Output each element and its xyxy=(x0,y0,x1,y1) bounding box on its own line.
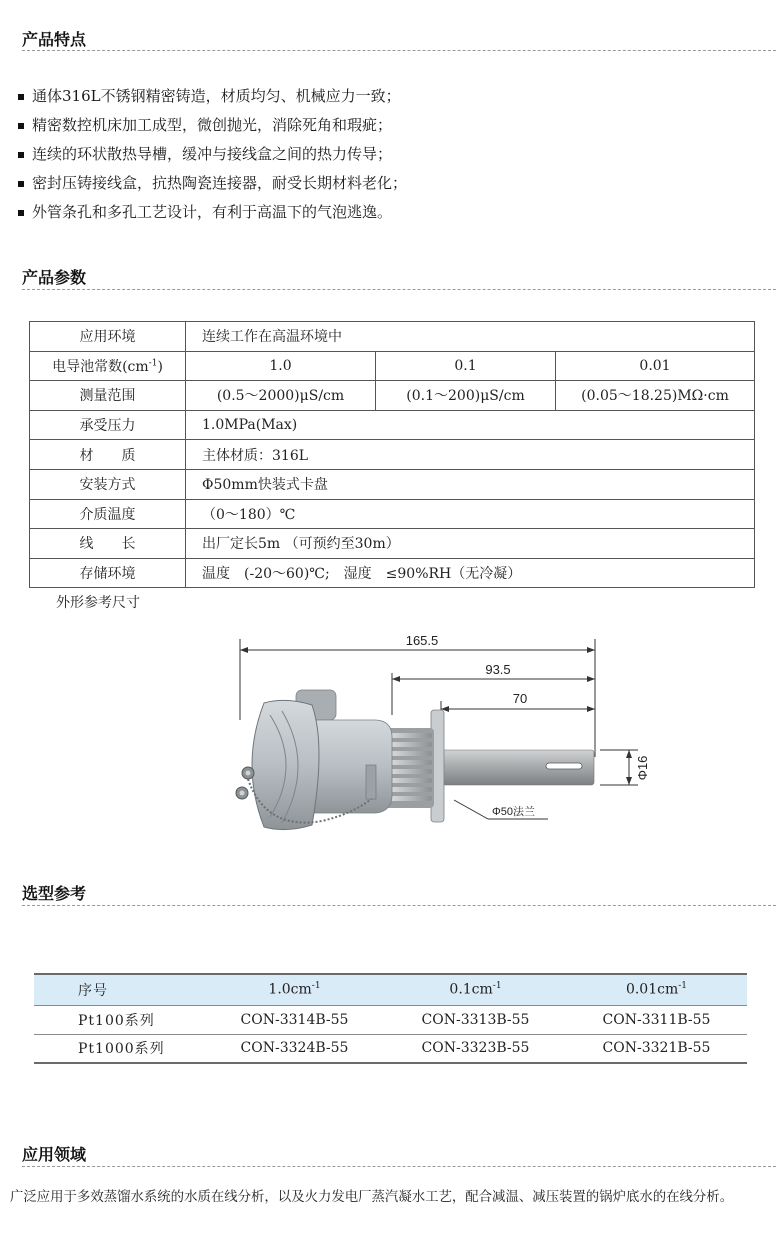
params-row xyxy=(30,381,755,411)
feature-item: 通体316L不锈钢精密铸造，材质均匀、机械应力一致； xyxy=(18,82,758,111)
param-value: 0.1 xyxy=(376,351,556,381)
dim-total-label: 165.5 xyxy=(405,633,439,648)
dim-mid-label: 93.5 xyxy=(485,662,511,677)
application-section-title: 应用领域 xyxy=(22,1145,87,1164)
models-header-cell: $0.1cm^{-1}$ xyxy=(385,974,566,1005)
table-row xyxy=(34,1034,747,1063)
feature-item: 密封压铸接线盒，抗热陶瓷连接器，耐受长期材料老化； xyxy=(18,169,758,198)
param-label: 应用环境 xyxy=(30,322,186,352)
section-divider xyxy=(22,289,776,290)
model-code: CON-3323B-55 xyxy=(385,1034,566,1063)
feature-item: 连续的环状散热导槽，缓冲与接线盒之间的热力传导； xyxy=(18,140,758,169)
models-header-label: 序号 xyxy=(34,974,204,1005)
params-row xyxy=(30,410,755,440)
param-value: Φ50mm快装式卡盘 xyxy=(186,469,755,499)
model-code: CON-3311B-55 xyxy=(566,1005,747,1034)
models-header-row xyxy=(34,974,747,1005)
dim-dia-label: Φ16 xyxy=(635,755,650,781)
param-label: 电导池常数$(cm^{-1})$ xyxy=(30,351,186,381)
param-value: (0.05～18.25)MΩ·cm xyxy=(556,381,755,411)
section-divider xyxy=(22,905,776,906)
params-row xyxy=(30,440,755,470)
features-section-title: 产品特点 xyxy=(22,30,87,49)
drawing-caption: 外形参考尺寸 xyxy=(56,595,140,611)
param-label: 承受压力 xyxy=(30,410,186,440)
param-label: 存储环境 xyxy=(30,558,186,588)
model-code: CON-3324B-55 xyxy=(204,1034,385,1063)
params-table xyxy=(29,321,755,588)
param-label: 安装方式 xyxy=(30,469,186,499)
bullet-icon xyxy=(18,152,24,158)
params-row xyxy=(30,351,755,381)
params-section-title: 产品参数 xyxy=(22,268,87,287)
series-label: Pt1000系列 xyxy=(34,1034,204,1063)
params-row xyxy=(30,322,755,352)
feature-item: 外管条孔和多孔工艺设计，有利于高温下的气泡逃逸。 xyxy=(18,198,758,227)
sensor-drawing xyxy=(226,625,676,840)
model-code: CON-3314B-55 xyxy=(204,1005,385,1034)
features-list xyxy=(18,82,758,227)
params-row xyxy=(30,469,755,499)
section-divider xyxy=(22,50,776,51)
section-divider xyxy=(22,1166,776,1167)
param-value: 出厂定长5m （可预约至30m） xyxy=(186,529,755,559)
models-table xyxy=(34,973,747,1064)
bullet-icon xyxy=(18,181,24,187)
param-label: 介质温度 xyxy=(30,499,186,529)
table-row xyxy=(34,1005,747,1034)
param-value: 1.0 xyxy=(186,351,376,381)
param-label: 测量范围 xyxy=(30,381,186,411)
param-value: 主体材质：316L xyxy=(186,440,755,470)
params-row xyxy=(30,558,755,588)
param-value: (0.5～2000)μS/cm xyxy=(186,381,376,411)
bullet-icon xyxy=(18,210,24,216)
application-text: 广泛应用于多效蒸馏水系统的水质在线分析，以及火力发电厂蒸汽凝水工艺，配合减温、减压装置的锅炉底水的在线分析。 xyxy=(10,1190,734,1205)
dim-tube-label: 70 xyxy=(512,691,528,706)
bullet-icon xyxy=(18,94,24,100)
series-label: Pt100系列 xyxy=(34,1005,204,1034)
param-label: 材 质 xyxy=(30,440,186,470)
param-value: 1.0MPa(Max) xyxy=(186,410,755,440)
models-header-cell: $1.0cm^{-1}$ xyxy=(204,974,385,1005)
bullet-icon xyxy=(18,123,24,129)
feature-item: 精密数控机床加工成型，微创抛光，消除死角和瑕疵； xyxy=(18,111,758,140)
params-row xyxy=(30,529,755,559)
param-value: （0～180）℃ xyxy=(186,499,755,529)
models-header-cell: $0.01cm^{-1}$ xyxy=(566,974,747,1005)
models-section-title: 选型参考 xyxy=(22,884,87,903)
flange-label: Φ50法兰 xyxy=(492,806,536,818)
param-label: 线 长 xyxy=(30,529,186,559)
param-value: 0.01 xyxy=(556,351,755,381)
model-code: CON-3313B-55 xyxy=(385,1005,566,1034)
model-code: CON-3321B-55 xyxy=(566,1034,747,1063)
param-value: 温度 (-20～60)℃; 湿度 ≤90%RH（无冷凝） xyxy=(186,558,755,588)
junction-box xyxy=(236,690,392,830)
sensor-tube xyxy=(438,750,594,785)
param-value: (0.1～200)μS/cm xyxy=(376,381,556,411)
params-row xyxy=(30,499,755,529)
param-value: 连续工作在高温环境中 xyxy=(186,322,755,352)
